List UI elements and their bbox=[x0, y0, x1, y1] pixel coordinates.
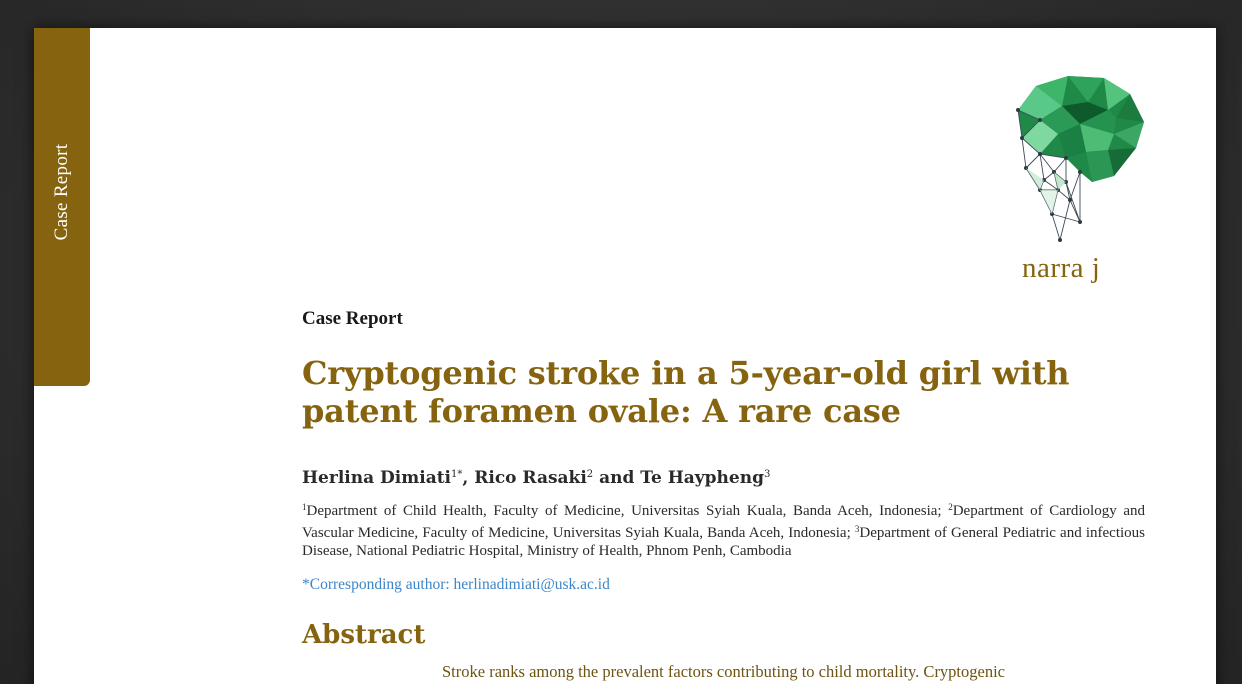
affiliation-mark: 1 bbox=[302, 502, 307, 512]
article-title bbox=[302, 354, 1145, 430]
author-separator: , bbox=[462, 468, 475, 488]
author-name: Rico Rasaki bbox=[474, 468, 587, 488]
abstract-text: Stroke ranks among the prevalent factors contributing to child mortality. Cryptogenic bbox=[442, 662, 1005, 681]
affiliation-text: Department of Child Health, Faculty of Medicine, Universitas Syiah Kuala, Banda Aceh, Indonesia; bbox=[306, 503, 949, 519]
journal-name: narra j bbox=[1022, 252, 1101, 284]
author-separator: and bbox=[593, 468, 641, 488]
article-title-line-2: patent foramen ovale: A rare case bbox=[302, 392, 901, 430]
affiliations bbox=[302, 498, 1145, 560]
affiliation-mark: 3 bbox=[854, 524, 860, 534]
article-header bbox=[302, 308, 1145, 682]
affiliation-mark: 2 bbox=[948, 502, 953, 512]
document-page bbox=[34, 28, 1216, 684]
journal-logo bbox=[996, 72, 1148, 284]
abstract-heading: Abstract bbox=[302, 620, 426, 650]
affiliation-text: Department of General Pediatric and infectious Disease, National Pediatric Hospital, Ministry of Health, Phnom Penh, Cambodia bbox=[302, 525, 1145, 559]
brain-polygon-icon bbox=[996, 72, 1148, 252]
affiliation-text: Department of Cardiology and Vascular Medicine, Faculty of Medicine, Universitas Syiah Kuala, Banda Aceh, Indonesia; bbox=[302, 503, 1146, 541]
side-tab-label: Case Report bbox=[51, 143, 72, 241]
author-name: Te Haypheng bbox=[640, 468, 764, 488]
side-tab bbox=[34, 28, 90, 386]
article-title-line-1: Cryptogenic stroke in a 5-year-old girl with bbox=[302, 354, 1070, 392]
author-affiliation-mark: 3 bbox=[763, 469, 771, 480]
corresponding-author-link[interactable]: *Corresponding author: herlinadimiati@usk.ac.id bbox=[302, 576, 610, 593]
author-affiliation-mark: 2 bbox=[586, 469, 594, 480]
author-list bbox=[302, 468, 1145, 488]
article-type: Case Report bbox=[302, 308, 403, 329]
author-affiliation-mark: 1* bbox=[451, 469, 463, 480]
author-name: Herlina Dimiati bbox=[302, 468, 452, 488]
